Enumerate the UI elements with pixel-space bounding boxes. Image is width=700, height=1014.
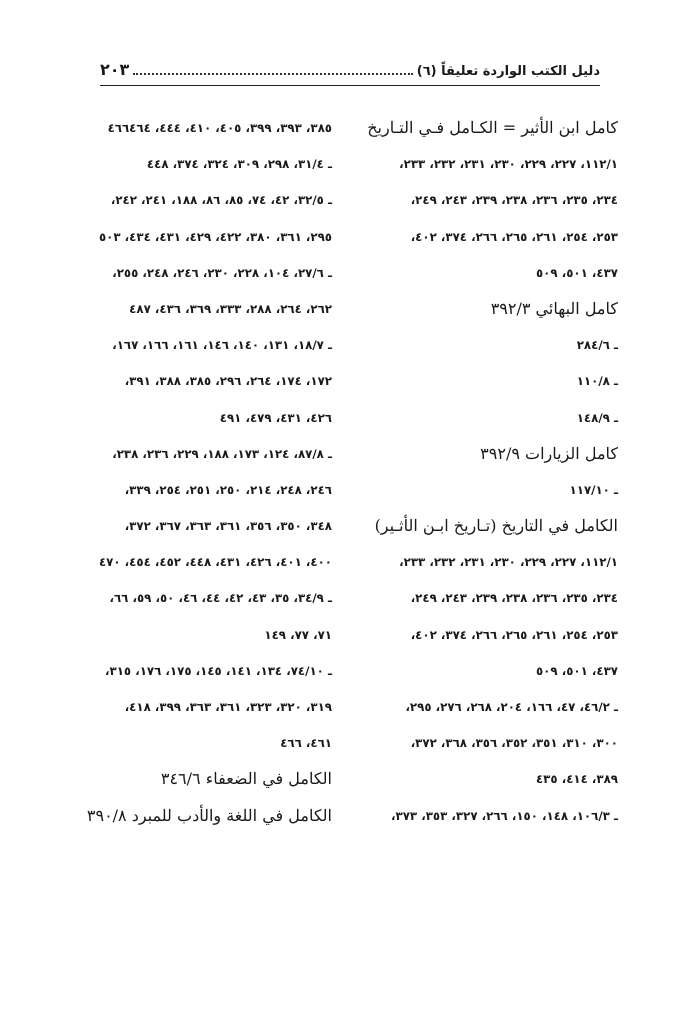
index-reference-line: ـ ٣٤/٩، ٣٥، ٤٣، ٤٢، ٤٤، ٤٦، ٥٠، ٥٩، ٦٦،: [109, 591, 332, 606]
index-entry-heading: الكامل في الضعفاء ٣٤٦/٦: [160, 769, 332, 789]
index-reference-line: ٤٣٧، ٥٠١، ٥٠٩: [535, 265, 618, 280]
index-reference-line: ٢٣٤، ٢٣٥، ٢٣٦، ٢٣٨، ٢٣٩، ٢٤٣، ٢٤٩،: [410, 591, 618, 606]
index-reference-line: ٢٥٣، ٢٥٤، ٢٦١، ٢٦٥، ٢٦٦، ٣٧٤، ٤٠٢،: [410, 229, 618, 244]
dot-leader: [133, 73, 412, 75]
index-reference-line: ٧١، ٧٧، ١٤٩: [264, 627, 332, 642]
index-reference-line: ـ ١٠٦/٣، ١٤٨، ١٥٠، ٢٦٦، ٣٢٧، ٣٥٣، ٣٧٣،: [391, 808, 618, 823]
index-reference-line: ١١٢/١، ٢٢٧، ٢٢٩، ٢٣٠، ٢٣١، ٢٣٢، ٢٣٣،: [399, 555, 618, 570]
index-reference-line: ٤٣٧، ٥٠١، ٥٠٩: [535, 663, 618, 678]
index-reference-line: ٤٢٦، ٤٣١، ٤٧٩، ٤٩١: [219, 410, 332, 425]
index-reference-line: ـ ٨٧/٨، ١٢٤، ١٧٣، ١٨٨، ٢٢٩، ٢٣٦، ٢٣٨،: [112, 446, 332, 461]
index-reference-line: ـ ٣١/٤، ٢٩٨، ٣٠٩، ٣٢٤، ٣٧٤، ٤٤٨: [146, 157, 332, 172]
index-reference-line: ـ ١٤٨/٩: [576, 410, 618, 425]
index-reference-line: ٢٩٥، ٣٦١، ٣٨٠، ٤٢٢، ٤٢٩، ٤٣١، ٤٣٤، ٥٠٣: [98, 229, 332, 244]
index-reference-line: ٣٤٨، ٣٥٠، ٣٥٦، ٣٦١، ٣٦٣، ٣٦٧، ٣٧٢،: [124, 519, 332, 534]
index-reference-line: ـ ٢٨٤/٦: [576, 338, 618, 353]
index-reference-line: ٢٥٣، ٢٥٤، ٢٦١، ٢٦٥، ٢٦٦، ٣٧٤، ٤٠٢،: [410, 627, 618, 642]
index-entry-heading: الكامل في التاريخ (تـاريخ ابـن الأثـير): [374, 516, 618, 536]
index-reference-line: ١٧٢، ١٧٤، ٢٦٤، ٢٩٦، ٣٨٥، ٣٨٨، ٣٩١،: [124, 374, 332, 389]
index-entry-heading: كامل البهائي ٣٩٢/٣: [490, 298, 618, 318]
index-reference-line: ـ ٤٦/٢، ٤٧، ١٦٦، ٢٠٤، ٢٦٨، ٢٧٦، ٢٩٥،: [405, 700, 618, 714]
index-entry-heading: الكامل في اللغة والأدب للمبرد ٣٩٠/٨: [86, 805, 332, 825]
index-reference-line: ـ ١١٠/٨: [576, 374, 618, 389]
index-reference-line: ـ ١٨/٧، ١٣١، ١٤٠، ١٤٦، ١٦١، ١٦٦، ١٦٧،: [112, 338, 332, 353]
running-header: [100, 54, 600, 86]
index-reference-line: ٣٨٥، ٣٩٣، ٣٩٩، ٤٠٥، ٤١٠، ٤٤٤، ٤٦٦٤٦٤: [107, 121, 332, 135]
index-column-right: [368, 110, 618, 834]
index-reference-line: ـ ١١٧/١٠: [569, 482, 618, 497]
index-reference-line: ـ ٧٤/١٠، ١٣٤، ١٤١، ١٤٥، ١٧٥، ١٧٦، ٣١٥،: [105, 663, 332, 678]
index-reference-line: ـ ٢٧/٦، ١٠٤، ٢٢٨، ٢٣٠، ٢٤٦، ٢٤٨، ٢٥٥،: [112, 265, 332, 280]
index-entry-heading: كامل ابن الأثير = الكـامل فـي التـاريخ: [367, 118, 618, 137]
index-reference-line: ٤٦١، ٤٦٦: [280, 736, 332, 751]
index-reference-line: ـ ٣٢/٥، ٤٢، ٧٤، ٨٥، ٨٦، ١٨٨، ٢٤١، ٢٤٢،: [110, 193, 332, 208]
index-reference-line: ٤٠٠، ٤٠١، ٤٢٦، ٤٣١، ٤٤٨، ٤٥٢، ٤٥٤، ٤٧٠: [98, 555, 332, 570]
index-column-left: [62, 110, 332, 834]
index-reference-line: ٣٨٩، ٤١٤، ٤٣٥: [535, 772, 618, 787]
running-title: دليل الكتب الواردة تعليقاً (٦): [416, 64, 600, 79]
index-reference-line: ١١٢/١، ٢٢٧، ٢٢٩، ٢٣٠، ٢٣١، ٢٣٢، ٢٣٣،: [399, 157, 618, 172]
index-reference-line: ٣١٩، ٣٢٠، ٣٢٣، ٣٦١، ٣٦٣، ٣٩٩، ٤١٨،: [124, 700, 332, 714]
index-reference-line: ٢٦٢، ٢٦٤، ٢٨٨، ٣٣٣، ٣٦٩، ٤٣٦، ٤٨٧: [129, 301, 332, 316]
index-entry-heading: كامل الزيارات ٣٩٢/٩: [480, 443, 618, 463]
index-reference-line: ٢٤٦، ٢٤٨، ٢١٤، ٢٥٠، ٢٥١، ٢٥٤، ٣٣٩،: [124, 482, 332, 497]
page-number: ٢٠٣: [100, 60, 130, 79]
index-reference-line: ٢٣٤، ٢٣٥، ٢٣٦، ٢٣٨، ٢٣٩، ٢٤٣، ٢٤٩،: [410, 193, 618, 208]
index-reference-line: ٣٠٠، ٣١٠، ٣٥١، ٣٥٢، ٣٥٦، ٣٦٨، ٣٧٢،: [410, 736, 618, 751]
